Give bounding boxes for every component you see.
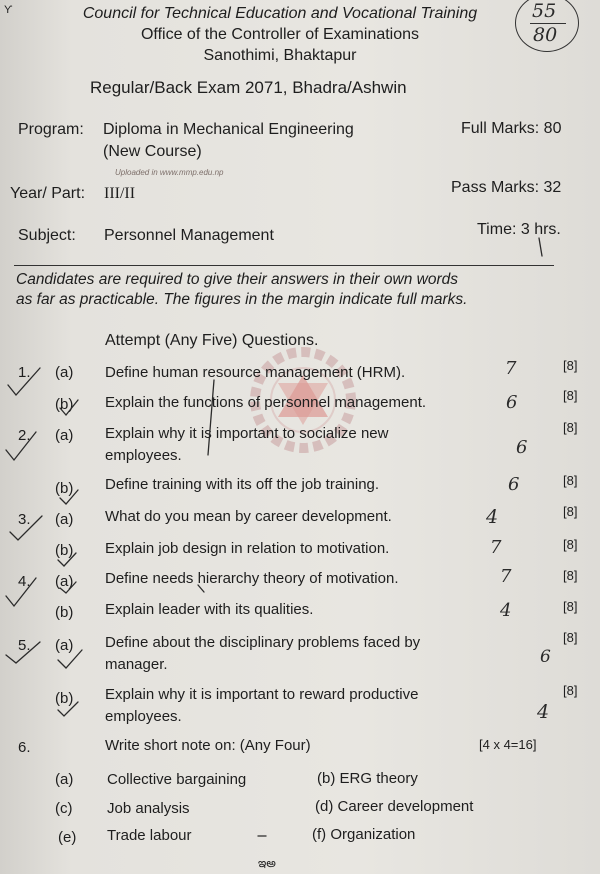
question-text: Explain job design in relation to motivation. [105,540,390,557]
check-mark-icon [60,582,76,593]
question-text: Write short note on: (Any Four) [105,737,311,754]
check-mark-icon [6,578,36,606]
question-marks: [8] [563,683,578,698]
year-label: Year/ Part: [10,185,86,202]
question-marks: [4 x 4=16] [479,737,537,752]
instruction-line-2: as far as practicable. The figures in the margin indicate full marks. [16,291,468,308]
question-text: Explain why it is important to socialize new [105,425,389,442]
pen-stroke [198,585,204,592]
question-number: 5. [18,637,31,654]
question-number: 6. [18,739,31,756]
check-mark-icon [6,642,40,663]
check-mark-icon [58,702,78,716]
question-marks: [8] [563,537,578,552]
question-text-continued: employees. [105,447,182,464]
year-value: III/II [104,185,136,202]
question-part: (b) [55,480,74,497]
short-note-label: (a) [55,771,74,788]
question-part: (a) [55,427,74,444]
question-score: 4 [537,701,550,723]
question-marks: [8] [563,599,578,614]
question-part: (a) [55,573,74,590]
score-total: 80 [533,24,558,46]
attempt-instruction: Attempt (Any Five) Questions. [105,332,319,349]
question-part: (a) [55,637,74,654]
page-footer-mark: ఇఅ [258,856,276,870]
question-score: 7 [500,566,512,587]
question-score: 4 [500,600,512,621]
program-label: Program: [18,121,84,138]
check-mark-icon [60,490,78,504]
short-note-item: (b) ERG theory [317,770,418,787]
short-note-item: (d) Career development [315,798,474,815]
check-mark-icon [8,368,40,395]
question-number: 2. [18,427,31,444]
instruction-line-1: Candidates are required to give their answers in their own words [16,271,458,288]
question-number: 1. [18,364,31,381]
question-part: (a) [55,511,74,528]
subject-label: Subject: [18,227,76,244]
check-mark-icon [10,516,42,540]
question-text-continued: employees. [105,708,182,725]
question-text: Define about the disciplinary problems faced by [105,634,421,651]
question-score: 6 [540,647,551,667]
question-text: Explain why it is important to reward productive [105,686,419,703]
question-score: 7 [490,537,502,558]
program-course: (New Course) [103,143,202,160]
score-obtained: 55 [532,0,557,22]
question-score: 4 [486,506,499,528]
check-mark-icon [6,432,36,460]
short-note-item: (f) Organization [312,826,416,843]
program-value: Diploma in Mechanical Engineering [103,121,354,138]
exam-time: Time: 3 hrs. [477,221,561,238]
question-text-continued: manager. [105,656,168,673]
check-mark-icon [58,650,82,668]
question-part: (b) [55,542,74,559]
question-marks: [8] [563,358,578,373]
question-score: 7 [505,358,517,379]
question-marks: [8] [563,388,578,403]
check-mark-icon [58,553,76,566]
question-score: 6 [516,437,528,458]
exam-title: Regular/Back Exam 2071, Bhadra/Ashwin [90,78,407,97]
short-note-item: Collective bargaining [107,771,247,788]
question-part: (a) [55,364,74,381]
council-name: Council for Technical Education and Vocational Training [82,5,478,22]
short-note-label: (c) [55,800,73,817]
question-text: Explain the functions of personnel management. [105,394,427,411]
pass-marks: Pass Marks: 32 [451,179,562,196]
question-marks: [8] [563,504,578,519]
pen-stroke [208,380,214,455]
question-marks: [8] [563,568,578,583]
office-name: Office of the Controller of Examinations [140,26,420,43]
page-corner-mark: ϒ [4,4,13,16]
question-part: (b) [55,396,74,413]
question-marks: [8] [563,473,578,488]
question-score: 6 [508,474,520,495]
short-note-item: Job analysis [107,800,190,817]
question-score: 6 [506,392,518,413]
pen-stroke [539,238,542,256]
subject-value: Personnel Management [104,227,274,244]
question-number: 4. [18,573,31,590]
question-text: Explain leader with its qualities. [105,601,314,618]
question-part: (b) [55,690,74,707]
question-part: (b) [55,604,74,621]
office-location: Sanothimi, Bhaktapur [203,47,357,64]
question-marks: [8] [563,630,578,645]
short-note-item: Trade labour [107,827,192,844]
question-marks: [8] [563,420,578,435]
upload-watermark: Uploaded in www.mmp.edu.np [115,168,224,177]
question-text: What do you mean by career development. [105,508,392,525]
check-mark-icon [60,400,78,415]
question-text: Define training with its off the job training. [105,476,380,493]
full-marks: Full Marks: 80 [461,120,562,137]
question-number: 3. [18,511,31,528]
short-note-label: (e) [58,829,77,846]
question-text: Define needs hierarchy theory of motivation. [105,570,399,587]
question-text: Define human resource management (HRM). [105,364,406,381]
